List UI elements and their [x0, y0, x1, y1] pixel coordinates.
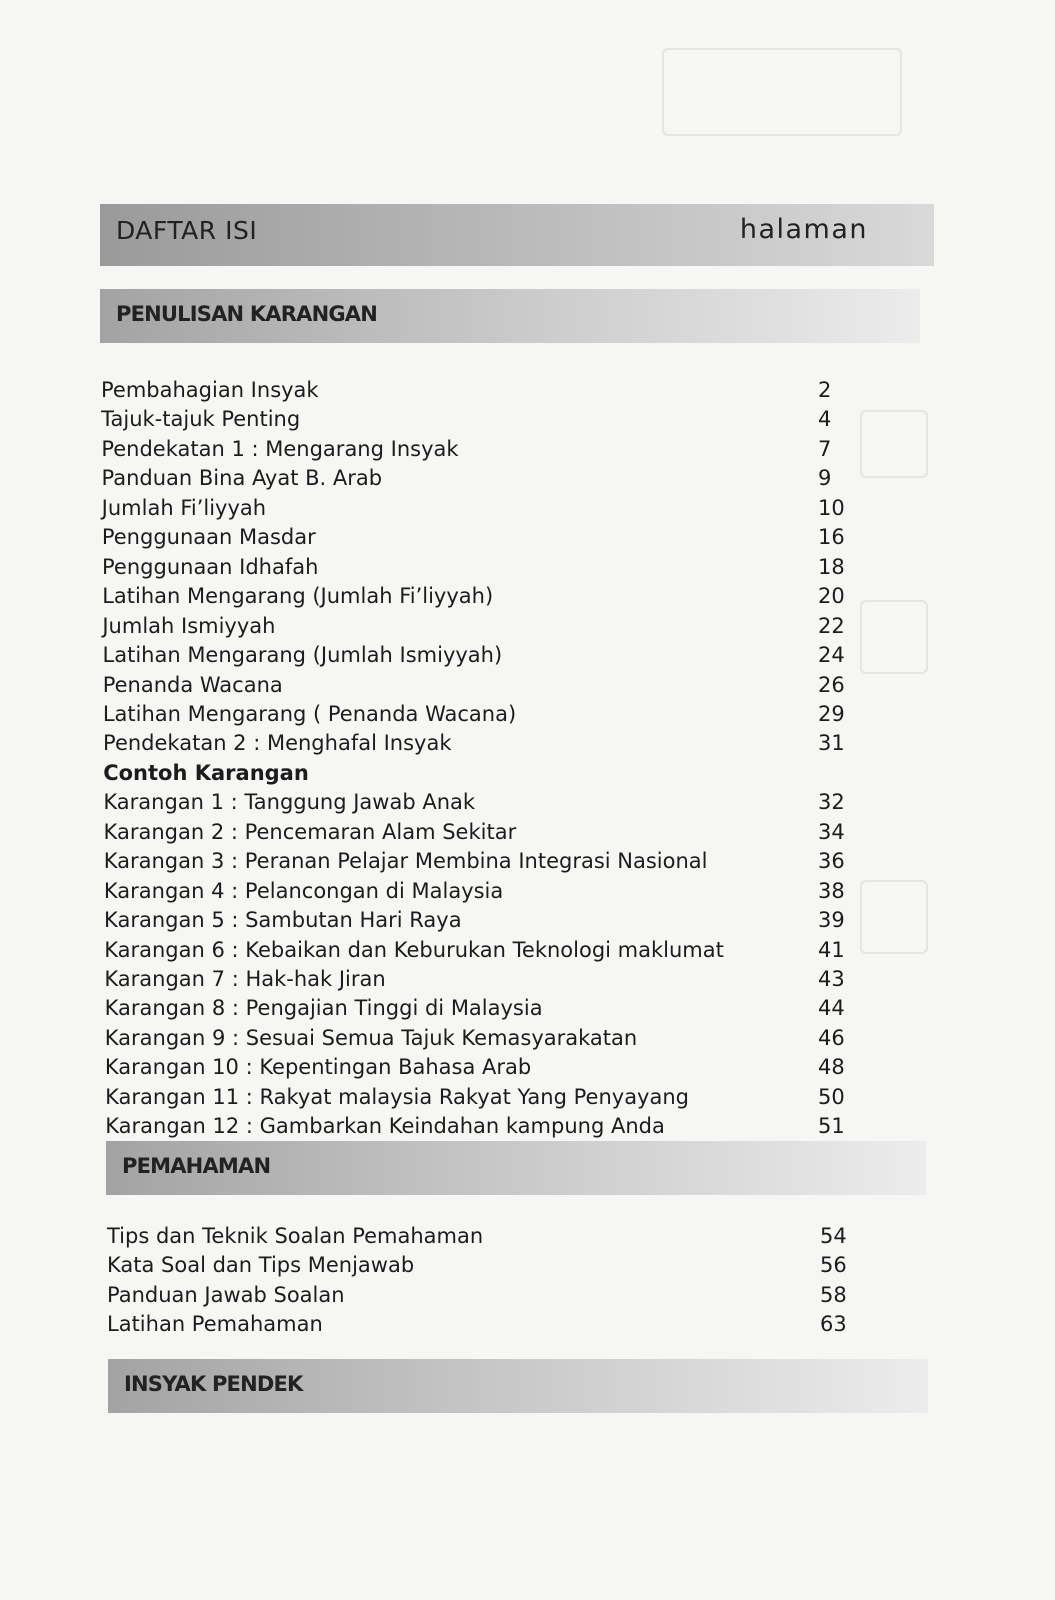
toc-entry: [104, 818, 864, 847]
toc-entry-page: 22: [817, 613, 845, 638]
section-heading-bar: [100, 289, 920, 343]
toc-entry: [103, 729, 863, 758]
toc-entry: [104, 847, 864, 876]
page-column-label: halaman: [739, 214, 868, 245]
toc-entry: [101, 376, 861, 405]
toc-entry-title: Penggunaan Idhafah: [102, 554, 319, 579]
toc-entry: [104, 906, 864, 935]
toc-entry-title: Karangan 1 : Tanggung Jawab Anak: [103, 790, 476, 815]
toc-entry-page: 39: [817, 908, 845, 933]
toc-entry-title: Pembahagian Insyak: [101, 378, 319, 402]
toc-entry: [102, 553, 862, 582]
toc-entry: [105, 1083, 865, 1112]
toc-entry: [102, 612, 862, 641]
toc-entry-title: Pendekatan 2 : Menghafal Insyak: [103, 731, 452, 756]
toc-entry-page: 32: [817, 790, 845, 815]
toc-entry-page: 63: [820, 1311, 847, 1336]
toc-entry-page: 50: [817, 1084, 845, 1109]
toc-entry-page: 31: [817, 731, 845, 756]
section-heading: INSYAK PENDEK: [124, 1372, 303, 1396]
toc-entry: [102, 464, 862, 493]
toc-entry-page: 4: [817, 407, 832, 432]
toc-entry-page: 10: [817, 495, 845, 520]
toc-entry-page: 41: [817, 937, 845, 962]
section-heading: PEMAHAMAN: [122, 1154, 271, 1178]
toc-entry: [101, 435, 861, 464]
toc-entry-page: 43: [817, 967, 845, 991]
toc-entry-title: Karangan 10 : Kepentingan Bahasa Arab: [104, 1055, 532, 1080]
show-through-box: [662, 48, 902, 136]
toc-entry-page: 24: [817, 643, 845, 668]
toc-entry-page: 29: [817, 701, 845, 726]
toc-entry-title: Latihan Mengarang (Jumlah Ismiyyah): [102, 643, 503, 668]
toc-entry: [105, 1024, 865, 1053]
toc-entry-page: 46: [817, 1025, 845, 1050]
contents-title: DAFTAR ISI: [116, 216, 258, 245]
toc-entry-title: Karangan 2 : Pencemaran Alam Sekitar: [103, 819, 517, 844]
toc-entry-page: 56: [820, 1253, 847, 1278]
toc-entry-page: 44: [817, 996, 845, 1021]
toc-entry-title: Panduan Jawab Soalan: [107, 1282, 345, 1307]
toc-entry-title: Karangan 5 : Sambutan Hari Raya: [104, 908, 462, 933]
toc-entry-title: Latihan Pemahaman: [107, 1311, 323, 1336]
toc-entry: [103, 700, 863, 729]
toc-entry: [104, 877, 864, 906]
show-through-box: [860, 600, 928, 674]
toc-entry-title: Penanda Wacana: [102, 672, 283, 697]
toc-entry-title: Jumlah Fi’liyyah: [101, 495, 267, 520]
toc-entry-page: 7: [817, 436, 832, 461]
toc-entry-page: 26: [817, 672, 845, 697]
toc-entry-title: Karangan 8 : Pengajian Tinggi di Malaysia: [104, 996, 543, 1021]
section-heading-bar: [108, 1359, 928, 1413]
toc-entry-page: 58: [820, 1282, 847, 1307]
toc-entry-title: Latihan Mengarang ( Penanda Wacana): [102, 701, 517, 726]
toc-entry-title: Contoh Karangan: [103, 760, 309, 785]
toc-entry-page: 54: [820, 1224, 847, 1248]
toc-entry-title: Karangan 3 : Peranan Pelajar Membina Integrasi Nasional: [103, 849, 708, 874]
toc-entry-page: 9: [817, 466, 832, 491]
toc-entry-title: Tips dan Teknik Soalan Pemahaman: [107, 1224, 484, 1248]
toc-entry: [104, 965, 864, 994]
toc-entry-page: 20: [817, 584, 845, 609]
toc-entry: [107, 1251, 867, 1280]
toc-entry: [101, 405, 861, 434]
toc-entry-title: Penggunaan Masdar: [101, 525, 316, 550]
show-through-box: [860, 410, 928, 478]
show-through-box: [860, 880, 928, 954]
toc-entry: [103, 788, 863, 817]
toc-entry-title: Pendekatan 1 : Mengarang Insyak: [101, 436, 459, 461]
toc-entry-page: 36: [817, 849, 845, 874]
toc-entry-title: Karangan 11 : Rakyat malaysia Rakyat Yang Penyayang: [105, 1084, 689, 1109]
toc-entry: [107, 1310, 867, 1339]
toc-entry-title: Latihan Mengarang (Jumlah Fi’liyyah): [102, 584, 494, 609]
toc-entry: [104, 936, 864, 965]
toc-entry: [103, 759, 863, 788]
toc-entry-page: 16: [817, 525, 845, 550]
toc-entry-page: 18: [817, 554, 845, 579]
toc-entry-title: Karangan 9 : Sesuai Semua Tajuk Kemasyarakatan: [104, 1025, 638, 1050]
toc-entry: [102, 523, 862, 552]
toc-entry-page: 51: [818, 1114, 845, 1139]
toc-entry: [105, 994, 865, 1023]
toc-entry-title: Tajuk-tajuk Penting: [101, 407, 301, 432]
toc-entry-page: 48: [817, 1055, 845, 1080]
contents-title-bar: [100, 204, 934, 266]
toc-entry: [107, 1281, 867, 1310]
section-heading-bar: [106, 1141, 926, 1195]
toc-entry-title: Karangan 12 : Gambarkan Keindahan kampung Anda: [105, 1114, 665, 1139]
toc-entry: [105, 1112, 865, 1141]
toc-entry: [102, 582, 862, 611]
toc-entry: [105, 1053, 865, 1082]
toc-entry: [102, 494, 862, 523]
toc-entry: [103, 641, 863, 670]
toc-entry-title: Karangan 4 : Pelancongan di Malaysia: [103, 878, 504, 903]
toc-entry-page: 38: [817, 878, 845, 903]
toc-entry-title: Jumlah Ismiyyah: [102, 613, 276, 638]
toc-entry-page: 34: [817, 819, 845, 844]
toc-entry-title: Karangan 7 : Hak-hak Jiran: [104, 967, 386, 991]
toc-entry-title: Kata Soal dan Tips Menjawab: [107, 1253, 415, 1278]
toc-entry: [107, 1222, 867, 1251]
section-heading: PENULISAN KARANGAN: [116, 302, 378, 326]
toc-entry-title: Panduan Bina Ayat B. Arab: [101, 466, 383, 491]
toc-entry-page: 2: [818, 378, 832, 402]
toc-entry-title: Karangan 6 : Kebaikan dan Keburukan Teknologi maklumat: [104, 937, 724, 962]
toc-entry: [103, 671, 863, 700]
